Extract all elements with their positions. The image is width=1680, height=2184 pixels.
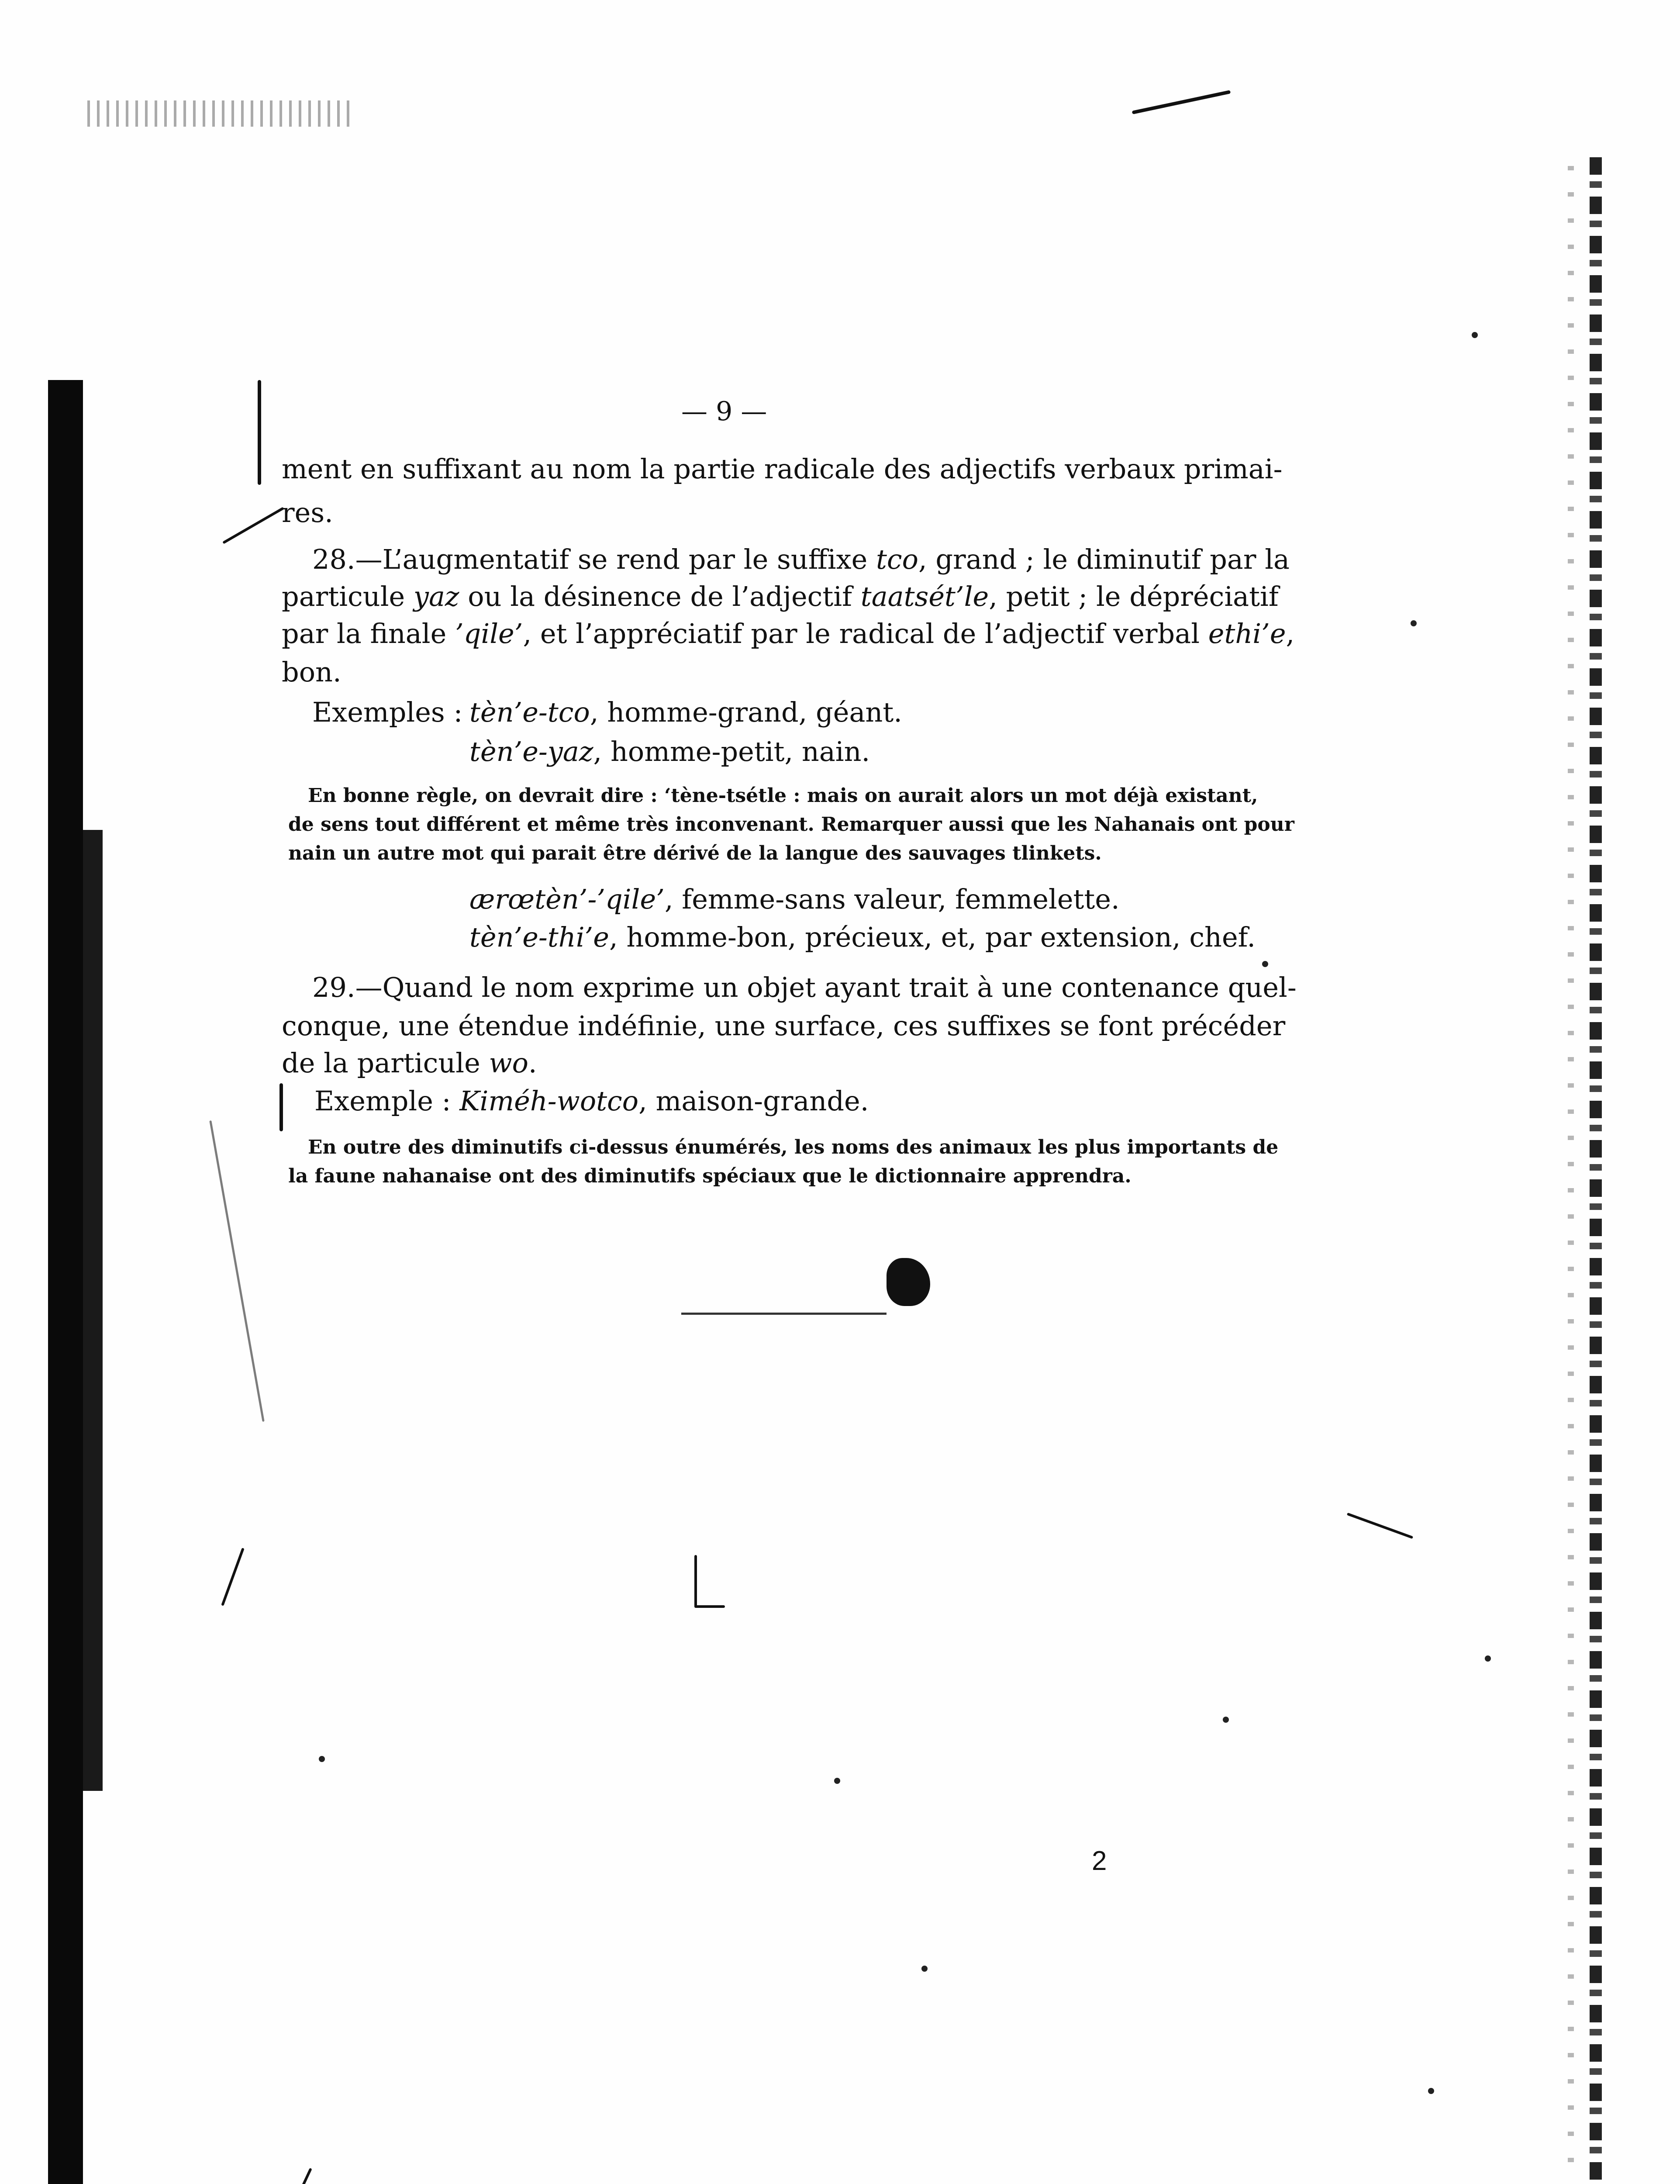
paragraph-29-line-1: 29.—Quand le nom exprime un objet ayant trait à une contenance quel- [312, 971, 1297, 1003]
text-run: ou la désinence de l’adjectif [459, 581, 861, 612]
ink-stroke [694, 1555, 697, 1607]
example-gloss: , homme-bon, précieux, et, par extension, chef. [609, 921, 1256, 953]
example-line [314, 1085, 869, 1117]
example-term: tèn’e-yaz [469, 736, 593, 767]
example-line [469, 696, 902, 728]
paragraph-28-line-4: bon. [282, 656, 342, 688]
ink-stroke [209, 1120, 264, 1422]
ink-blot [887, 1258, 930, 1306]
example-gloss: , homme-petit, nain. [593, 736, 870, 767]
scan-binding-shadow-left [48, 380, 83, 2184]
footnote-line: la faune nahanaise ont des diminutifs spéciaux que le dictionnaire apprendra. [288, 1165, 1131, 1187]
ink-stroke [293, 2168, 312, 2184]
speck [1262, 961, 1268, 967]
example-gloss: , femme-sans valeur, femmelette. [664, 883, 1120, 915]
footnote-line: nain un autre mot qui parait être dérivé de la langue des sauvages tlinkets. [288, 842, 1102, 864]
ink-stroke [221, 1548, 245, 1606]
text-run: , [1286, 618, 1295, 650]
example-term: Kiméh-wotco [459, 1085, 639, 1117]
paragraph-28-line-1 [312, 543, 1290, 575]
scan-noise-top [87, 100, 349, 127]
page-number: — 9 — [681, 396, 767, 427]
text-run-italic: wo [489, 1047, 528, 1079]
text-line: res. [282, 497, 333, 529]
text-run: , petit ; le dépréciatif [989, 581, 1279, 612]
speck [1485, 1655, 1491, 1662]
end-rule [681, 1313, 887, 1315]
ink-stroke [1132, 90, 1231, 114]
scan-edge-right-faint [1568, 166, 1574, 2184]
example-term: tèn’e-tco [469, 696, 590, 728]
text-line: ment en suffixant au nom la partie radicale des adjectifs verbaux primai- [282, 453, 1283, 485]
text-run: , grand ; le diminutif par la [918, 543, 1290, 575]
text-run: , et l’appréciatif par le radical de l’adjectif verbal [523, 618, 1208, 650]
ink-stroke [222, 507, 284, 544]
scan-binding-shadow-inner [83, 830, 103, 1791]
paragraph-28-line-2 [282, 583, 1279, 610]
example-gloss: , maison-grande. [638, 1085, 869, 1117]
example-label: Exemple : [314, 1085, 460, 1117]
speck [1411, 620, 1417, 626]
speck [1223, 1717, 1229, 1723]
paragraph-29-line-3 [282, 1047, 537, 1079]
footnote-line: En outre des diminutifs ci-dessus énumérés, les noms des animaux les plus importants de [308, 1136, 1279, 1158]
scan-edge-right [1590, 157, 1602, 2184]
text-run-italic: taatsét’le [860, 581, 989, 612]
speck [921, 1966, 928, 1972]
example-term: ærœtèn’-’qile’ [469, 883, 665, 915]
footnote-line: En bonne règle, on devrait dire : ‘tène-tsétle : mais on aurait alors un mot déjà existant, [308, 784, 1258, 807]
ink-stroke [279, 1083, 283, 1131]
example-label: Exemples : [312, 696, 463, 728]
example-term: tèn’e-thi’e [469, 921, 609, 953]
text-run: par la finale [282, 618, 455, 650]
text-run-italic: ’qile’ [455, 618, 523, 650]
text-run: particule [282, 581, 414, 612]
example-line [469, 921, 1256, 953]
ink-stroke [258, 380, 261, 485]
text-run: . [528, 1047, 537, 1079]
paragraph-29-line-2: conque, une étendue indéfinie, une surface, ces suffixes se font précéder [282, 1010, 1286, 1042]
paragraph-28-line-3 [282, 618, 1295, 650]
text-run-italic: ethi’e [1208, 618, 1286, 650]
signature-mark: 2 [1092, 1846, 1107, 1876]
speck [1428, 2088, 1434, 2094]
text-run: de la particule [282, 1047, 489, 1079]
footnote-line: de sens tout différent et même très inconvenant. Remarquer aussi que les Nahanais ont pour [288, 813, 1294, 836]
speck [319, 1756, 325, 1762]
example-gloss: , homme-grand, géant. [590, 696, 902, 728]
text-run-italic: tco [876, 543, 918, 575]
example-line [469, 738, 870, 765]
text-run-italic: yaz [413, 581, 459, 612]
ink-stroke [694, 1605, 725, 1608]
text-run: 28.—L’augmentatif se rend par le suffixe [312, 543, 876, 575]
speck [1472, 332, 1478, 338]
ink-stroke [1347, 1513, 1413, 1539]
example-line [469, 883, 1120, 915]
speck [834, 1778, 840, 1784]
